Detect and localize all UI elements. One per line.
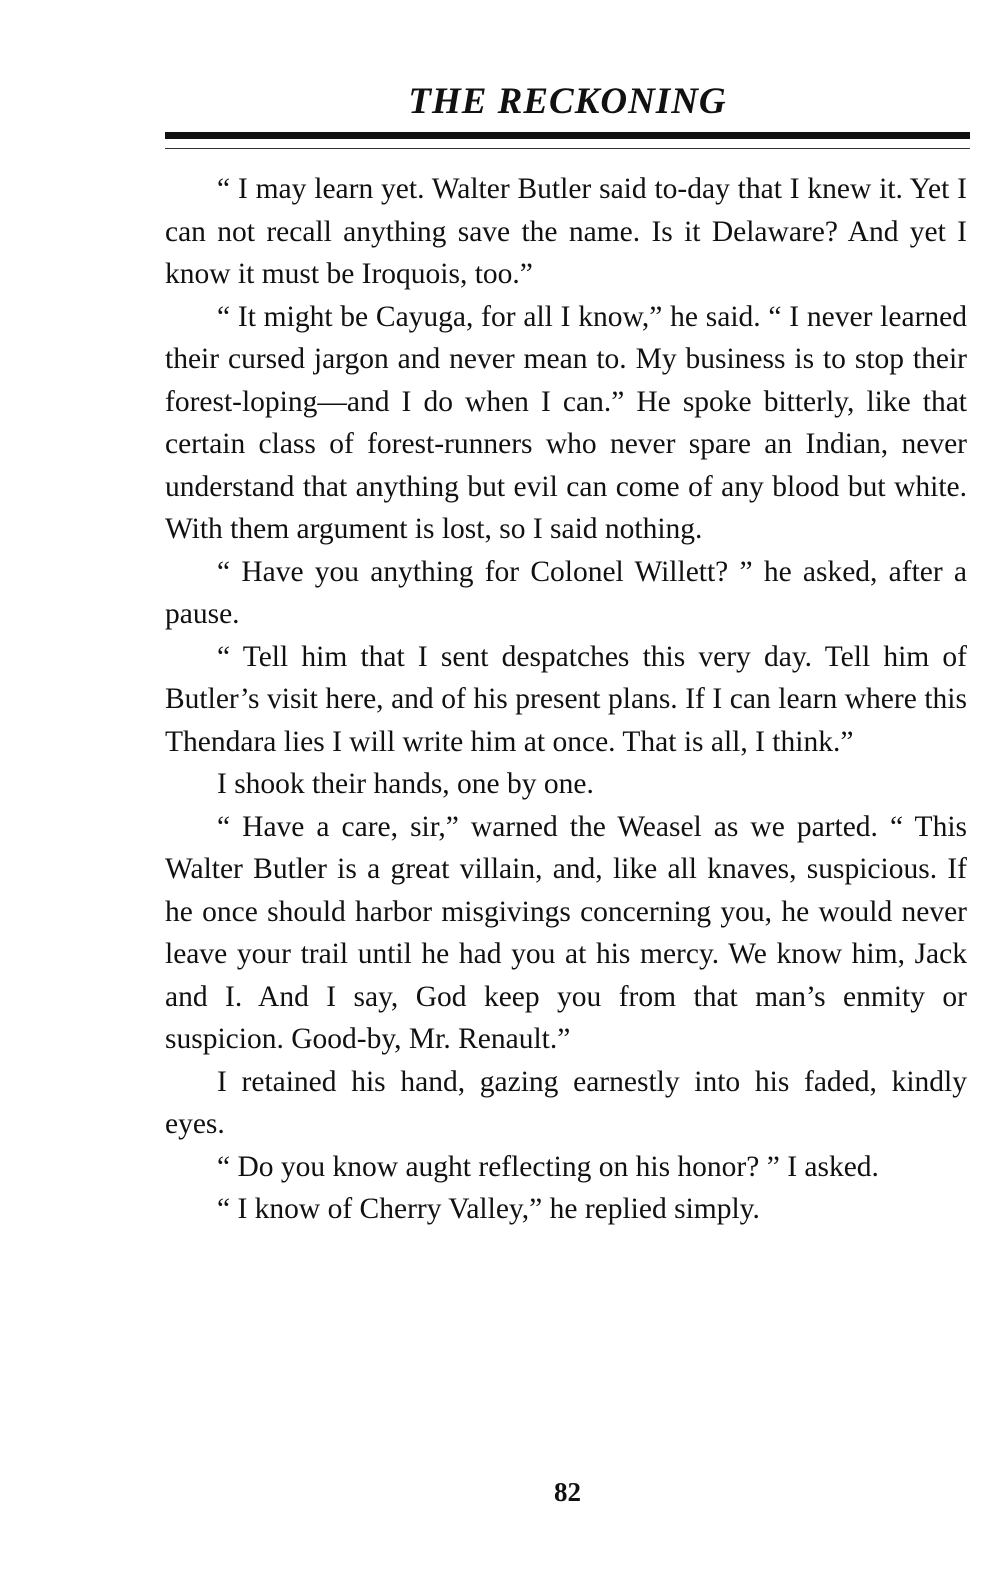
header-rule-thin [165, 148, 970, 149]
paragraph: I retained his hand, gazing earnestly into his faded, kindly eyes. [165, 1065, 967, 1140]
paragraph: “ Have you anything for Colonel Willett? ” he asked, after a pause. [165, 555, 967, 630]
paragraph: “ I know of Cherry Valley,” he replied simply. [217, 1193, 760, 1225]
paragraph: I shook their hands, one by one. [217, 768, 594, 800]
paragraph: “ It might be Cayuga, for all I know,” he said. “ I never learned their cursed jargon and never mean to. My business is to stop their forest-loping—and I do when I can.” He spoke bitterly, like that certain class of forest-runners who never spare an Indian, never understand that anything but evil can come of any blood but white. With them argument is lost, so I said nothing. [165, 300, 967, 545]
body-text [165, 168, 967, 1231]
header-rule-thick [165, 132, 970, 139]
paragraph: “ Tell him that I sent despatches this very day. Tell him of Butler’s visit here, and of his present plans. If I can learn where this Thendara lies I will write him at once. That is all, I think.” [165, 640, 967, 758]
paragraph: “ Have a care, sir,” warned the Weasel as we parted. “ This Walter Butler is a great villain, and, like all knaves, suspicious. If he once should harbor misgivings concerning you, he would never leave your trail until he had you at his mercy. We know him, Jack and I. And I say, God keep you from that man’s enmity or suspicion. Good-by, Mr. Renault.” [165, 810, 967, 1055]
paragraph: “ I may learn yet. Walter Butler said to-day that I knew it. Yet I can not recall anything save the name. Is it Delaware? And yet I know it must be Iroquois, too.” [165, 173, 967, 290]
running-header [165, 78, 970, 126]
paragraph: “ Do you know aught reflecting on his honor? ” I asked. [217, 1150, 879, 1183]
running-title: THE RECKONING [408, 81, 727, 122]
page-number: 82 [554, 1477, 581, 1507]
